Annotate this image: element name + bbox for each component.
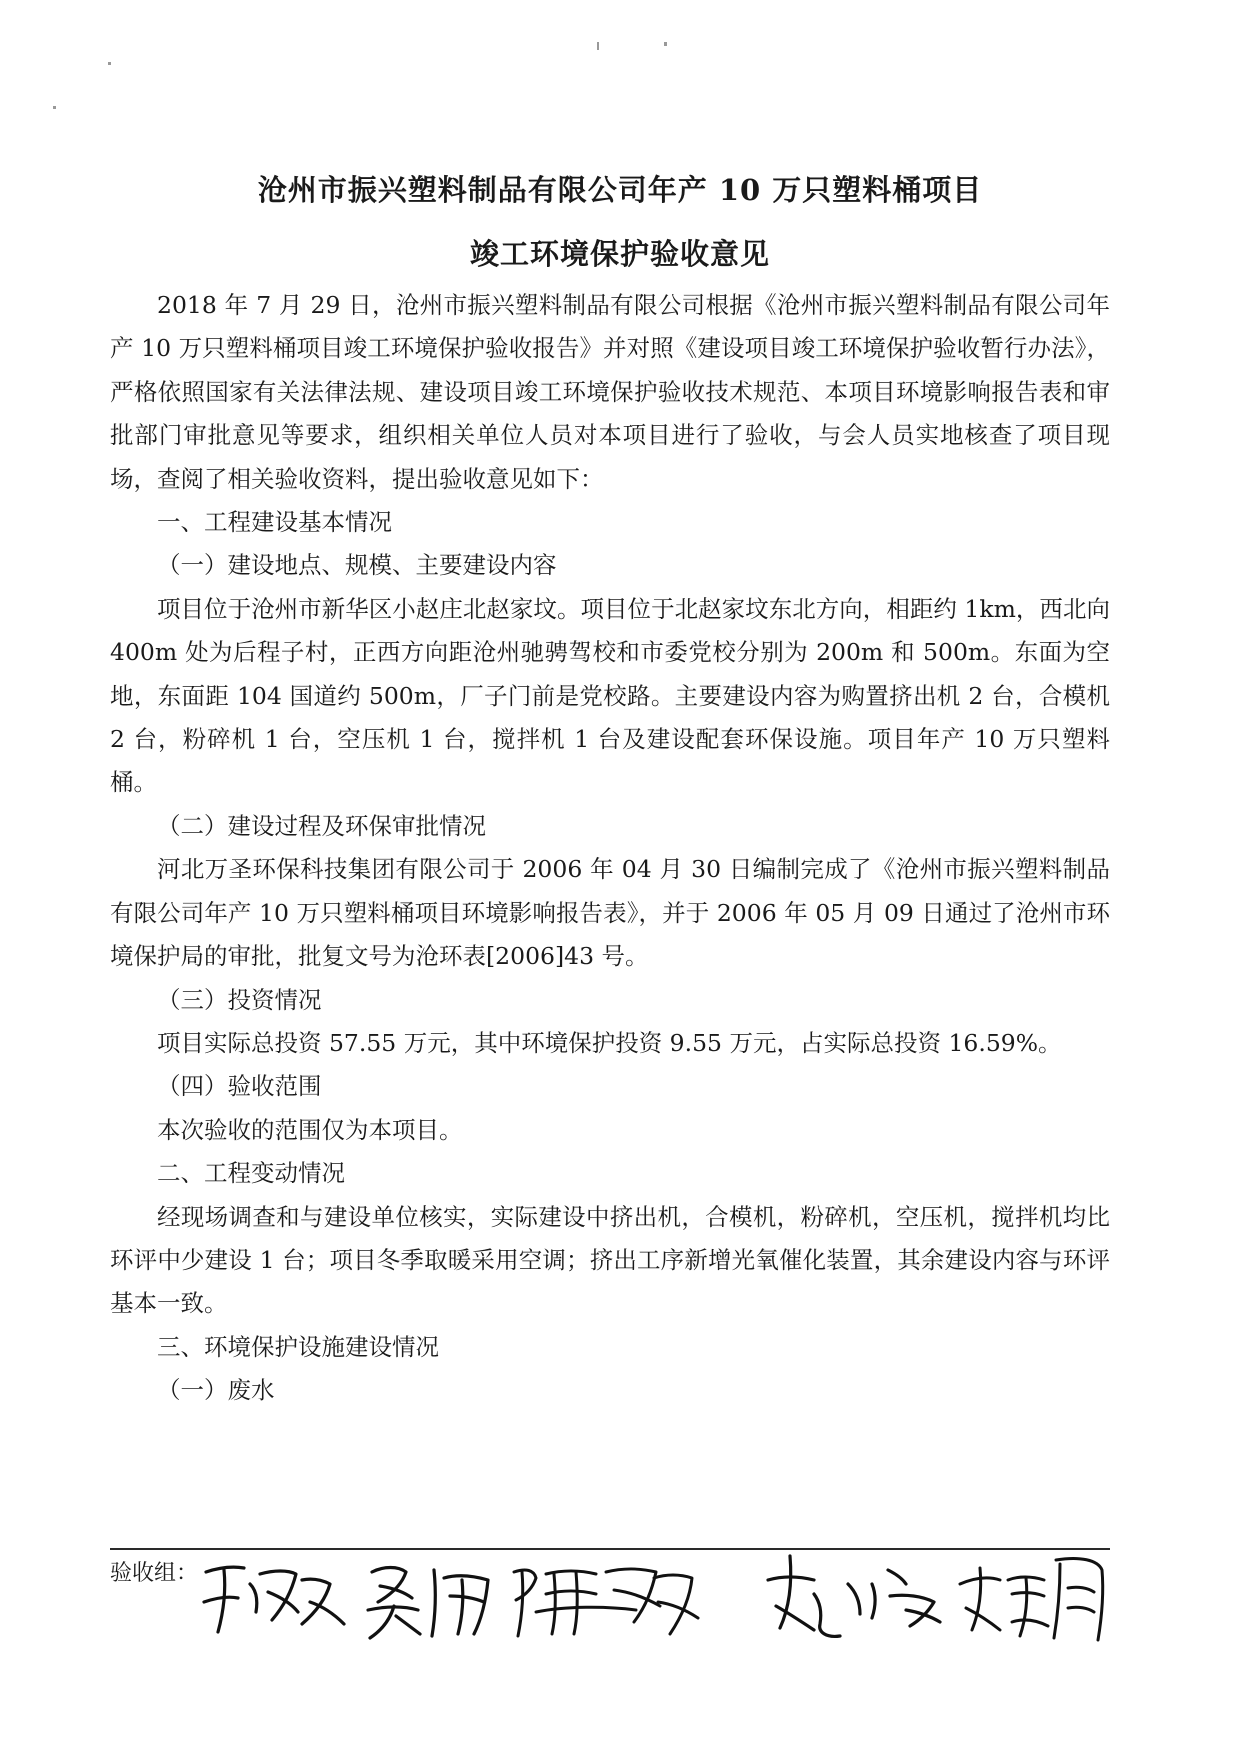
handwritten-signature	[506, 1550, 706, 1645]
section-heading-1: 一、工程建设基本情况	[157, 508, 392, 537]
scan-speck	[597, 42, 599, 50]
subsection-heading-1-1: （一）建设地点、规模、主要建设内容	[157, 551, 557, 580]
intro-paragraph: 2018 年 7 月 29 日，沧州市振兴塑料制品有限公司根据《沧州市振兴塑料制品有限公司年产 10 万只塑料桶项目竣工环境保护验收报告》并对照《建设项目竣工环境保护验收暂行办法》，严格依照国家有关法律法规、建设项目竣工环境保护验收技术规范、本项目环境影响报告表和审批部门审批意见等要求，组织相关单位人员对本项目进行了验收，与会人员实地核查了项目现场，查阅了相关验收资料，提出验收意见如下：	[110, 291, 1110, 493]
subsection-heading-1-3: （三）投资情况	[157, 985, 322, 1014]
handwritten-signature	[362, 1550, 502, 1645]
section-heading-2: 二、工程变动情况	[157, 1159, 345, 1188]
investment-paragraph: 项目实际总投资 57.55 万元，其中环境保护投资 9.55 万元，占实际总投资 16.59%。	[157, 1028, 1062, 1057]
changes-paragraph: 经现场调查和与建设单位核实，实际建设中挤出机，合模机，粉碎机，空压机，搅拌机均比环评中少建设 1 台；项目冬季取暖采用空调；挤出工序新增光氧催化装置，其余建设内容与环评基本一致。	[110, 1202, 1110, 1318]
subsection-heading-1-4: （四）验收范围	[157, 1072, 322, 1101]
scan-speck	[53, 106, 56, 109]
approval-paragraph: 河北万圣环保科技集团有限公司于 2006 年 04 月 30 日编制完成了《沧州市振兴塑料制品有限公司年产 10 万只塑料桶项目环境影响报告表》，并于 2006 年 05 月 09 日通过了沧州市环境保护局的审批，批复文号为沧环表[2006]43 号。	[110, 855, 1110, 971]
scan-speck	[108, 62, 111, 65]
document-title-line-2: 竣工环境保护验收意见	[469, 237, 770, 271]
signature-label: 验收组：	[110, 1561, 199, 1586]
handwritten-signature	[952, 1550, 1110, 1650]
handwritten-signature	[198, 1550, 358, 1645]
handwritten-signature	[756, 1550, 946, 1645]
subsection-heading-1-2: （二）建设过程及环保审批情况	[157, 811, 486, 840]
scan-speck	[664, 42, 667, 46]
signature-area	[110, 1548, 1110, 1698]
section-heading-3: 三、环境保护设施建设情况	[157, 1332, 439, 1361]
location-paragraph: 项目位于沧州市新华区小赵庄北赵家坟。项目位于北赵家坟东北方向，相距约 1km，西北向 400m 处为后程子村，正西方向距沧州驰骋驾校和市委党校分别为 200m 和 500m。东面为空地，东面距 104 国道约 500m，厂子门前是党校路。主要建设内容为购置挤出机 2 台，合模机 2 台，粉碎机 1 台，空压机 1 台，搅拌机 1 台及建设配套环保设施。项目年产 10 万只塑料桶。	[110, 594, 1110, 797]
document-title-line-1: 沧州市振兴塑料制品有限公司年产 10 万只塑料桶项目	[257, 173, 983, 207]
scope-paragraph: 本次验收的范围仅为本项目。	[157, 1115, 463, 1144]
document-body	[110, 284, 1110, 1413]
subsection-heading-3-1: （一）废水	[157, 1376, 275, 1405]
